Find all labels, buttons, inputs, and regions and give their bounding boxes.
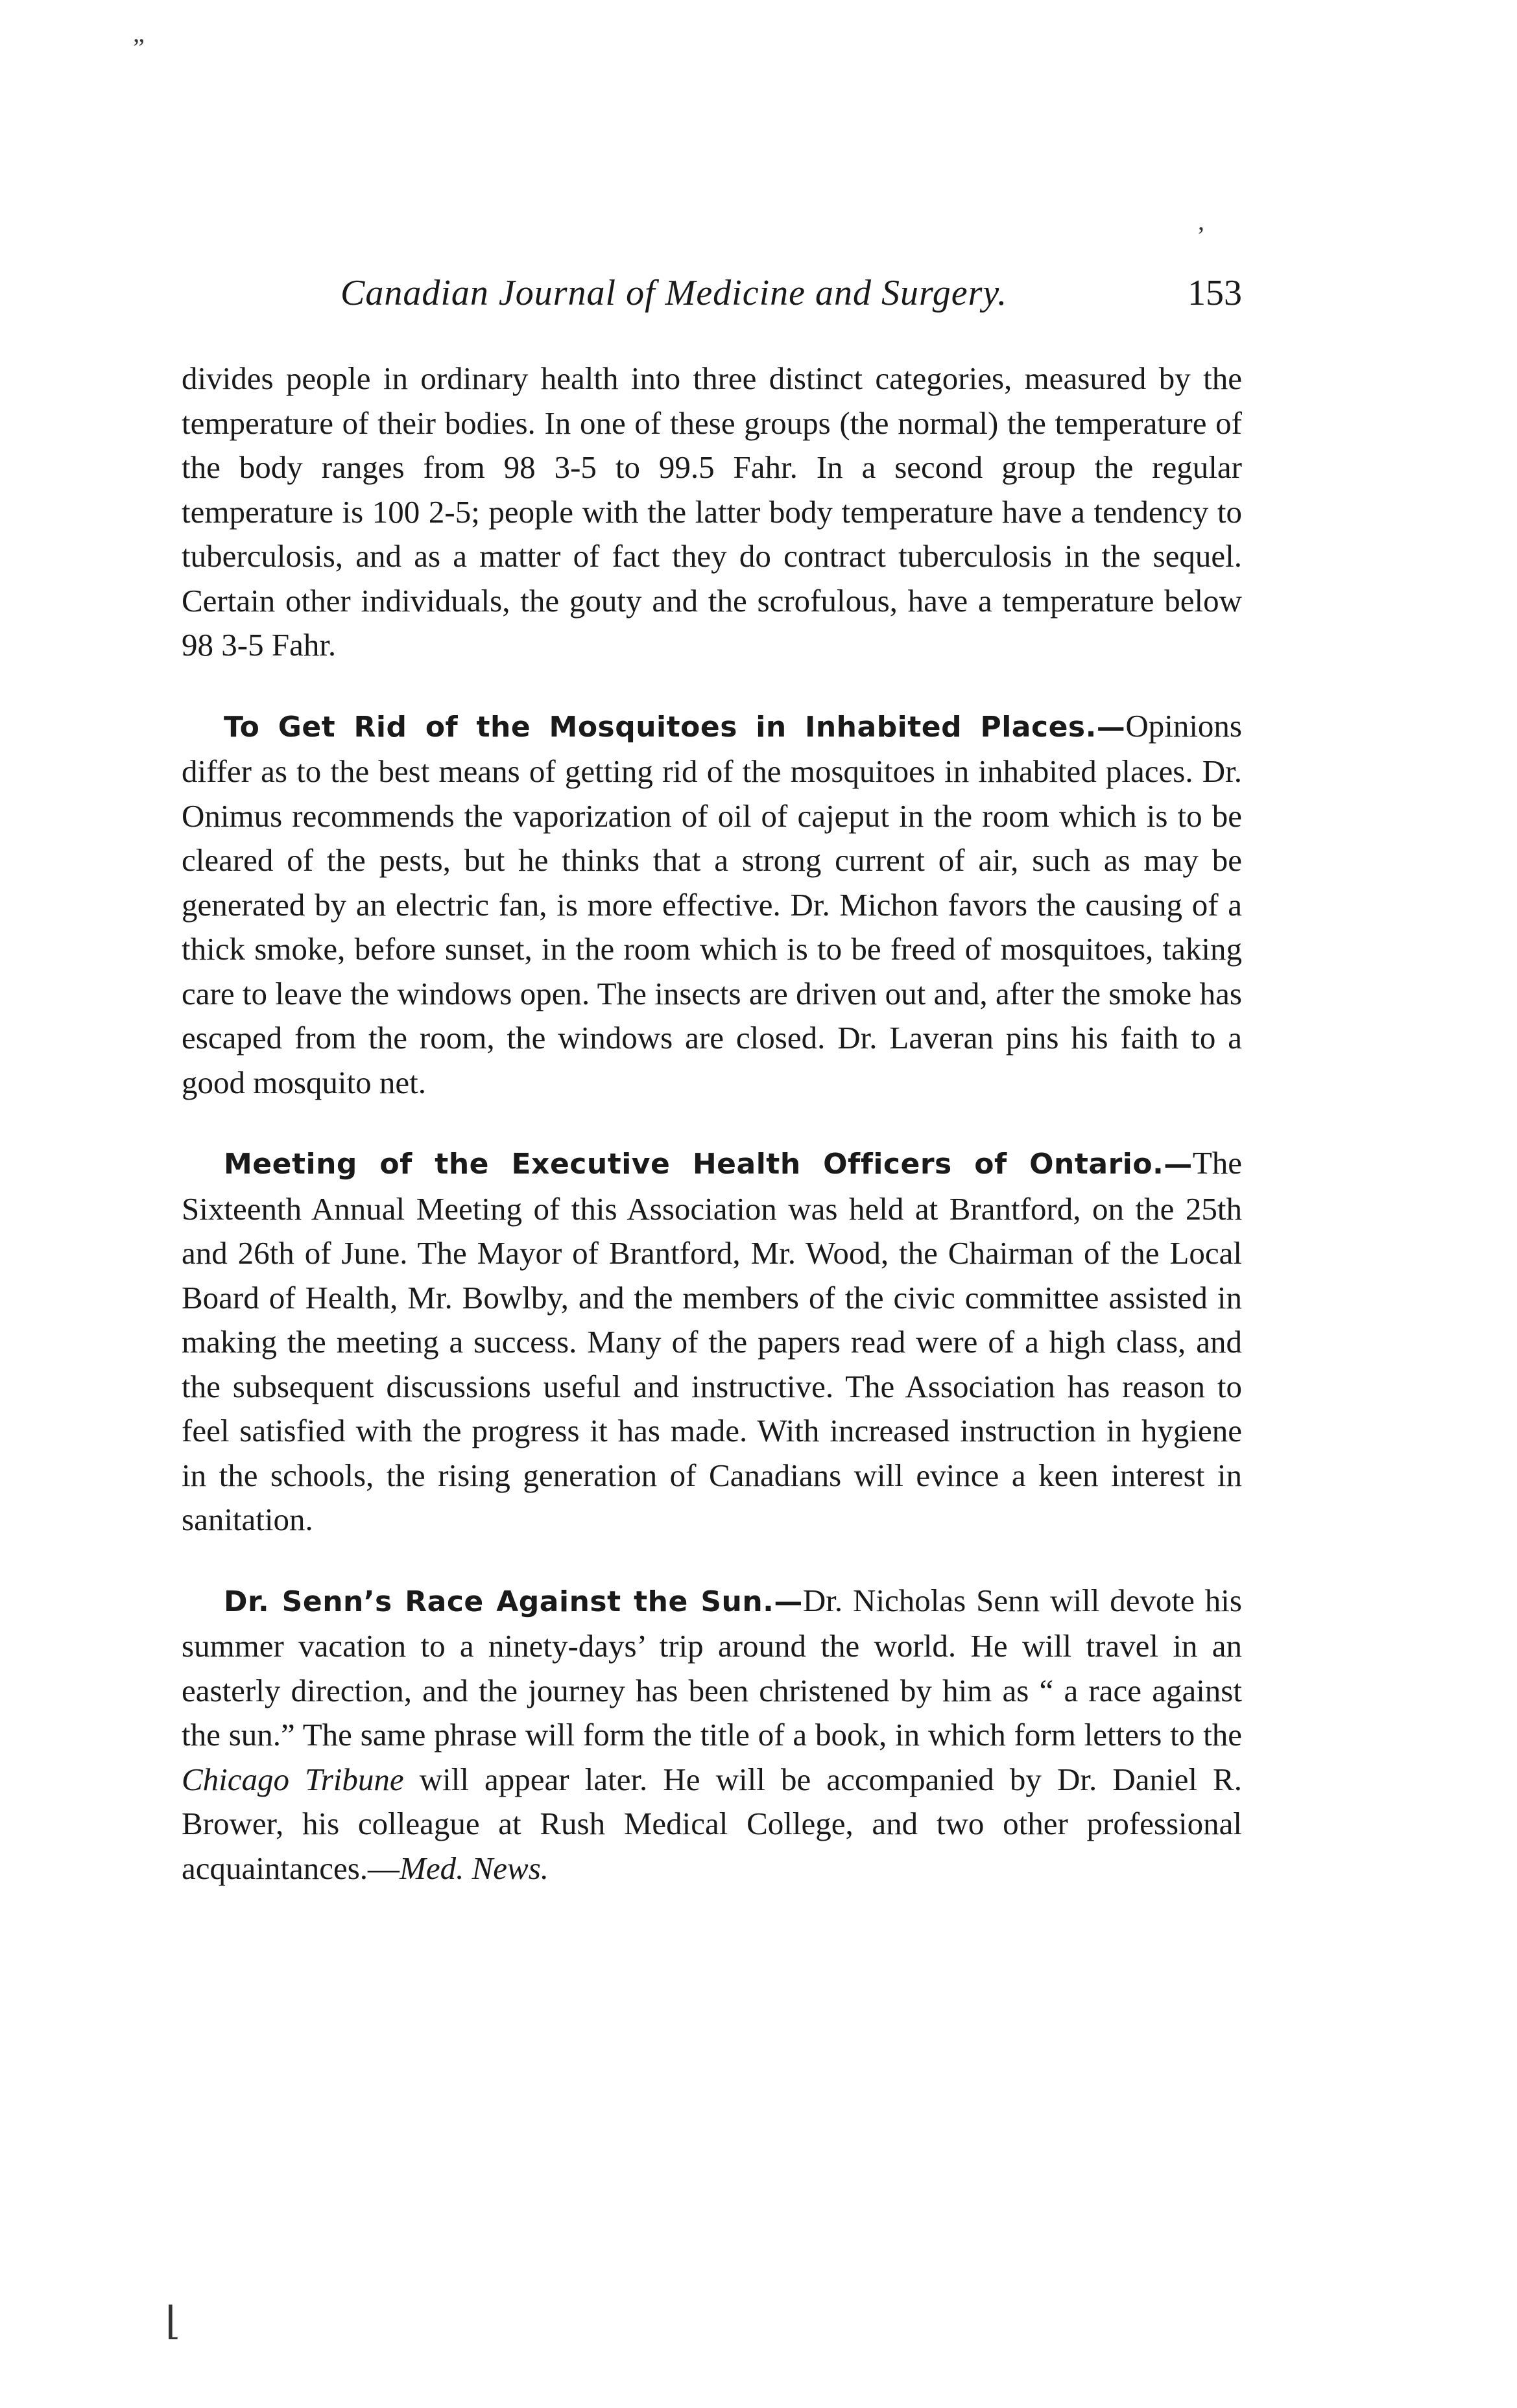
paragraph-text: divides people in ordinary health into three distinct categories, measured by the temperature of their bodies. In one of these groups (the normal) the temperature of the body ranges from 98 3-5 to 99.5 Fahr. In a second group the regular temperature is 100 2-5; people with the latter body temperature have a tendency to tuberculosis, and as a matter of fact they do contract tuberculosis in the sequel. Certain other individuals, the gouty and the scrofulous, have a temperature below 98 3-5 Fahr. xyxy=(182,360,1242,663)
page-corner-mark: ’ xyxy=(1197,221,1206,250)
paragraph-text: Opinions differ as to the best means of getting rid of the mosquitoes in inhabited places. Dr. Onimus recommends the vaporization of oil of cajeput in the room which is to be cleared of the pests, but he thinks that a strong current of air, such as may be generated by an electric fan, is more effective. Dr. Michon favors the causing of a thick smoke, before sunset, in the room which is to be freed of mosquitoes, taking care to leave the windows open. The insects are driven out and, after the smoke has escaped from the room, the windows are closed. Dr. Laveran pins his faith to a good mosquito net. xyxy=(182,707,1242,1100)
page-corner-mark: ” xyxy=(133,33,145,62)
senn-section xyxy=(182,1579,1242,1891)
paragraph-text: will appear later. He will be accompanied by Dr. Daniel R. Brower, his colleague at Rush Medical College, and two other professional acquaintances.— xyxy=(182,1761,1242,1886)
section-heading: To Get Rid of the Mosquitoes in Inhabited Places.— xyxy=(224,710,1126,744)
page-number: 153 xyxy=(1188,273,1242,313)
continuation-paragraph xyxy=(182,357,1242,668)
margin-mark: ⌊ xyxy=(165,2300,181,2343)
journal-title: Canadian Journal of Medicine and Surgery. xyxy=(340,273,1008,313)
source-citation: Med. News. xyxy=(400,1850,549,1886)
section-heading: Meeting of the Executive Health Officers of Ontario.— xyxy=(224,1148,1193,1181)
meeting-section xyxy=(182,1141,1242,1542)
article-body xyxy=(182,357,1242,1927)
section-heading: Dr. Senn’s Race Against the Sun.— xyxy=(224,1585,803,1618)
publication-name: Chicago Tribune xyxy=(182,1761,404,1797)
mosquitoes-section xyxy=(182,704,1242,1105)
paragraph-text: The Sixteenth Annual Meeting of this Association was held at Brantford, on the 25th and 26th of June. The Mayor of Brantford, Mr. Wood, the Chairman of the Local Board of Health, Mr. Bowlby, and the members of the civic committee assisted in making the meeting a success. Many of the papers read were of a high class, and the subsequent discussions useful and instructive. The Association has reason to feel satisfied with the progress it has made. With increased instruction in hygiene in the schools, the rising generation of Canadians will evince a keen interest in sanitation. xyxy=(182,1145,1242,1537)
paragraph-text: Dr. Nicholas Senn will devote his summer vacation to a ninety-days’ trip around the world. He will travel in an easterly direction, and the journey has been christened by him as “ a race against the sun.” The same phrase will form the title of a book, in which form letters to the xyxy=(182,1582,1242,1753)
running-header xyxy=(340,272,1242,324)
